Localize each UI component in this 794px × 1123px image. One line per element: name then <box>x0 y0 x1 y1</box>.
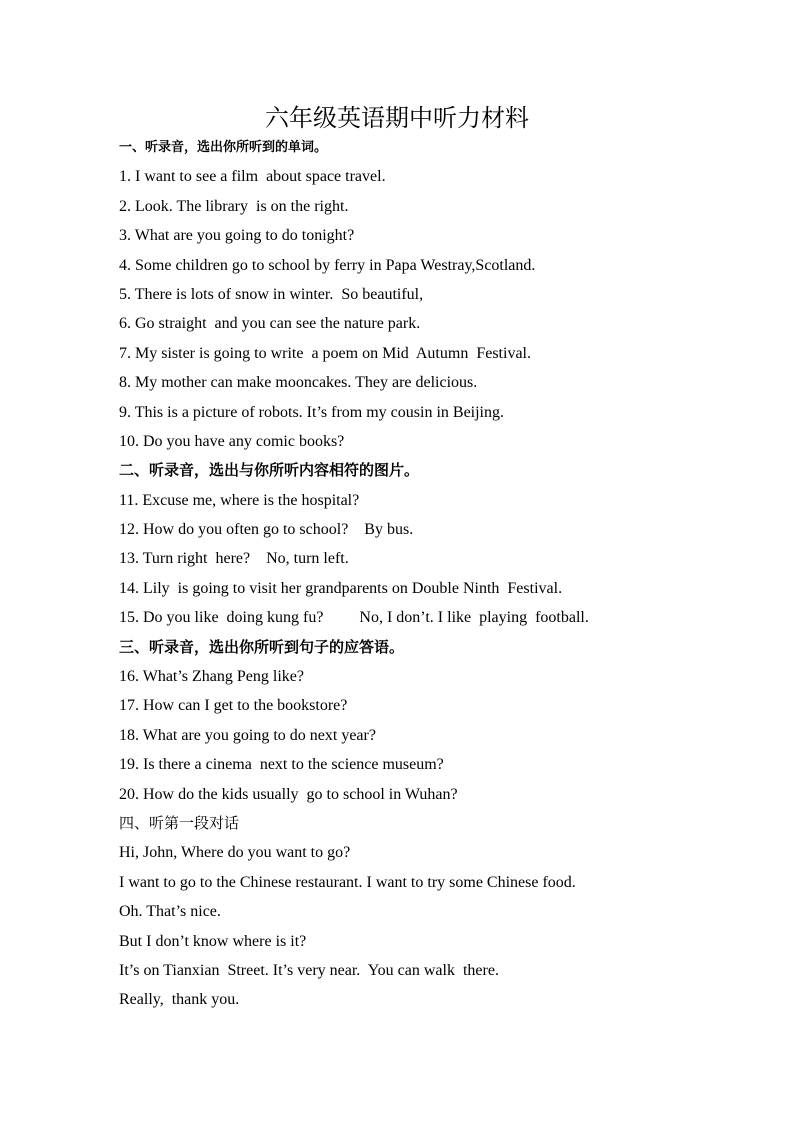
dialogue-line: Oh. That’s nice. <box>119 903 221 921</box>
section-1-item: 8. My mother can make mooncakes. They are delicious. <box>119 374 478 392</box>
section-3-item: 18. What are you going to do next year? <box>119 726 376 744</box>
section-1-item: 5. There is lots of snow in winter. So beautiful, <box>119 285 424 303</box>
section-2-item: 15. Do you like doing kung fu? No, I don’t. I like playing football. <box>119 609 589 627</box>
section-2-item: 13. Turn right here? No, turn left. <box>119 550 349 568</box>
section-2-item: 11. Excuse me, where is the hospital? <box>119 491 360 509</box>
section-3-heading: 三、听录音，选出你所听到句子的应答语。 <box>119 637 405 656</box>
dialogue-line: I want to go to the Chinese restaurant. I want to try some Chinese food. <box>119 873 576 891</box>
section-2-heading: 二、听录音，选出与你所听内容相符的图片。 <box>119 461 420 480</box>
document-body <box>119 133 719 1015</box>
section-1-heading: 一、听录音，选出你所听到的单词。 <box>119 140 328 155</box>
section-1-item: 4. Some children go to school by ferry in Papa Westray,Scotland. <box>119 256 536 274</box>
section-1-item: 10. Do you have any comic books? <box>119 432 345 450</box>
section-1-item: 7. My sister is going to write a poem on Mid Autumn Festival. <box>119 344 531 362</box>
section-1-item: 2. Look. The library is on the right. <box>119 197 349 215</box>
dialogue-line: But I don’t know where is it? <box>119 932 307 950</box>
section-3-item: 20. How do the kids usually go to school in Wuhan? <box>119 785 458 803</box>
section-3-item: 19. Is there a cinema next to the science museum? <box>119 756 444 774</box>
section-1-item: 6. Go straight and you can see the nature park. <box>119 315 421 333</box>
dialogue-line: Hi, John, Where do you want to go? <box>119 844 351 862</box>
section-3-item: 17. How can I get to the bookstore? <box>119 697 348 715</box>
section-4-heading: 四、听第一段对话 <box>119 813 240 832</box>
section-3-item: 16. What’s Zhang Peng like? <box>119 668 304 686</box>
section-2-item: 12. How do you often go to school? By bus. <box>119 521 414 539</box>
section-2-item: 14. Lily is going to visit her grandparents on Double Ninth Festival. <box>119 579 563 597</box>
section-1-item: 1. I want to see a film about space travel. <box>119 168 386 186</box>
dialogue-line: It’s on Tianxian Street. It’s very near. You can walk there. <box>119 961 499 979</box>
document-title: 六年级英语期中听力材料 <box>265 104 529 132</box>
section-1-item: 3. What are you going to do tonight? <box>119 227 355 245</box>
dialogue-line: Really, thank you. <box>119 991 240 1009</box>
section-1-item: 9. This is a picture of robots. It’s from my cousin in Beijing. <box>119 403 504 421</box>
